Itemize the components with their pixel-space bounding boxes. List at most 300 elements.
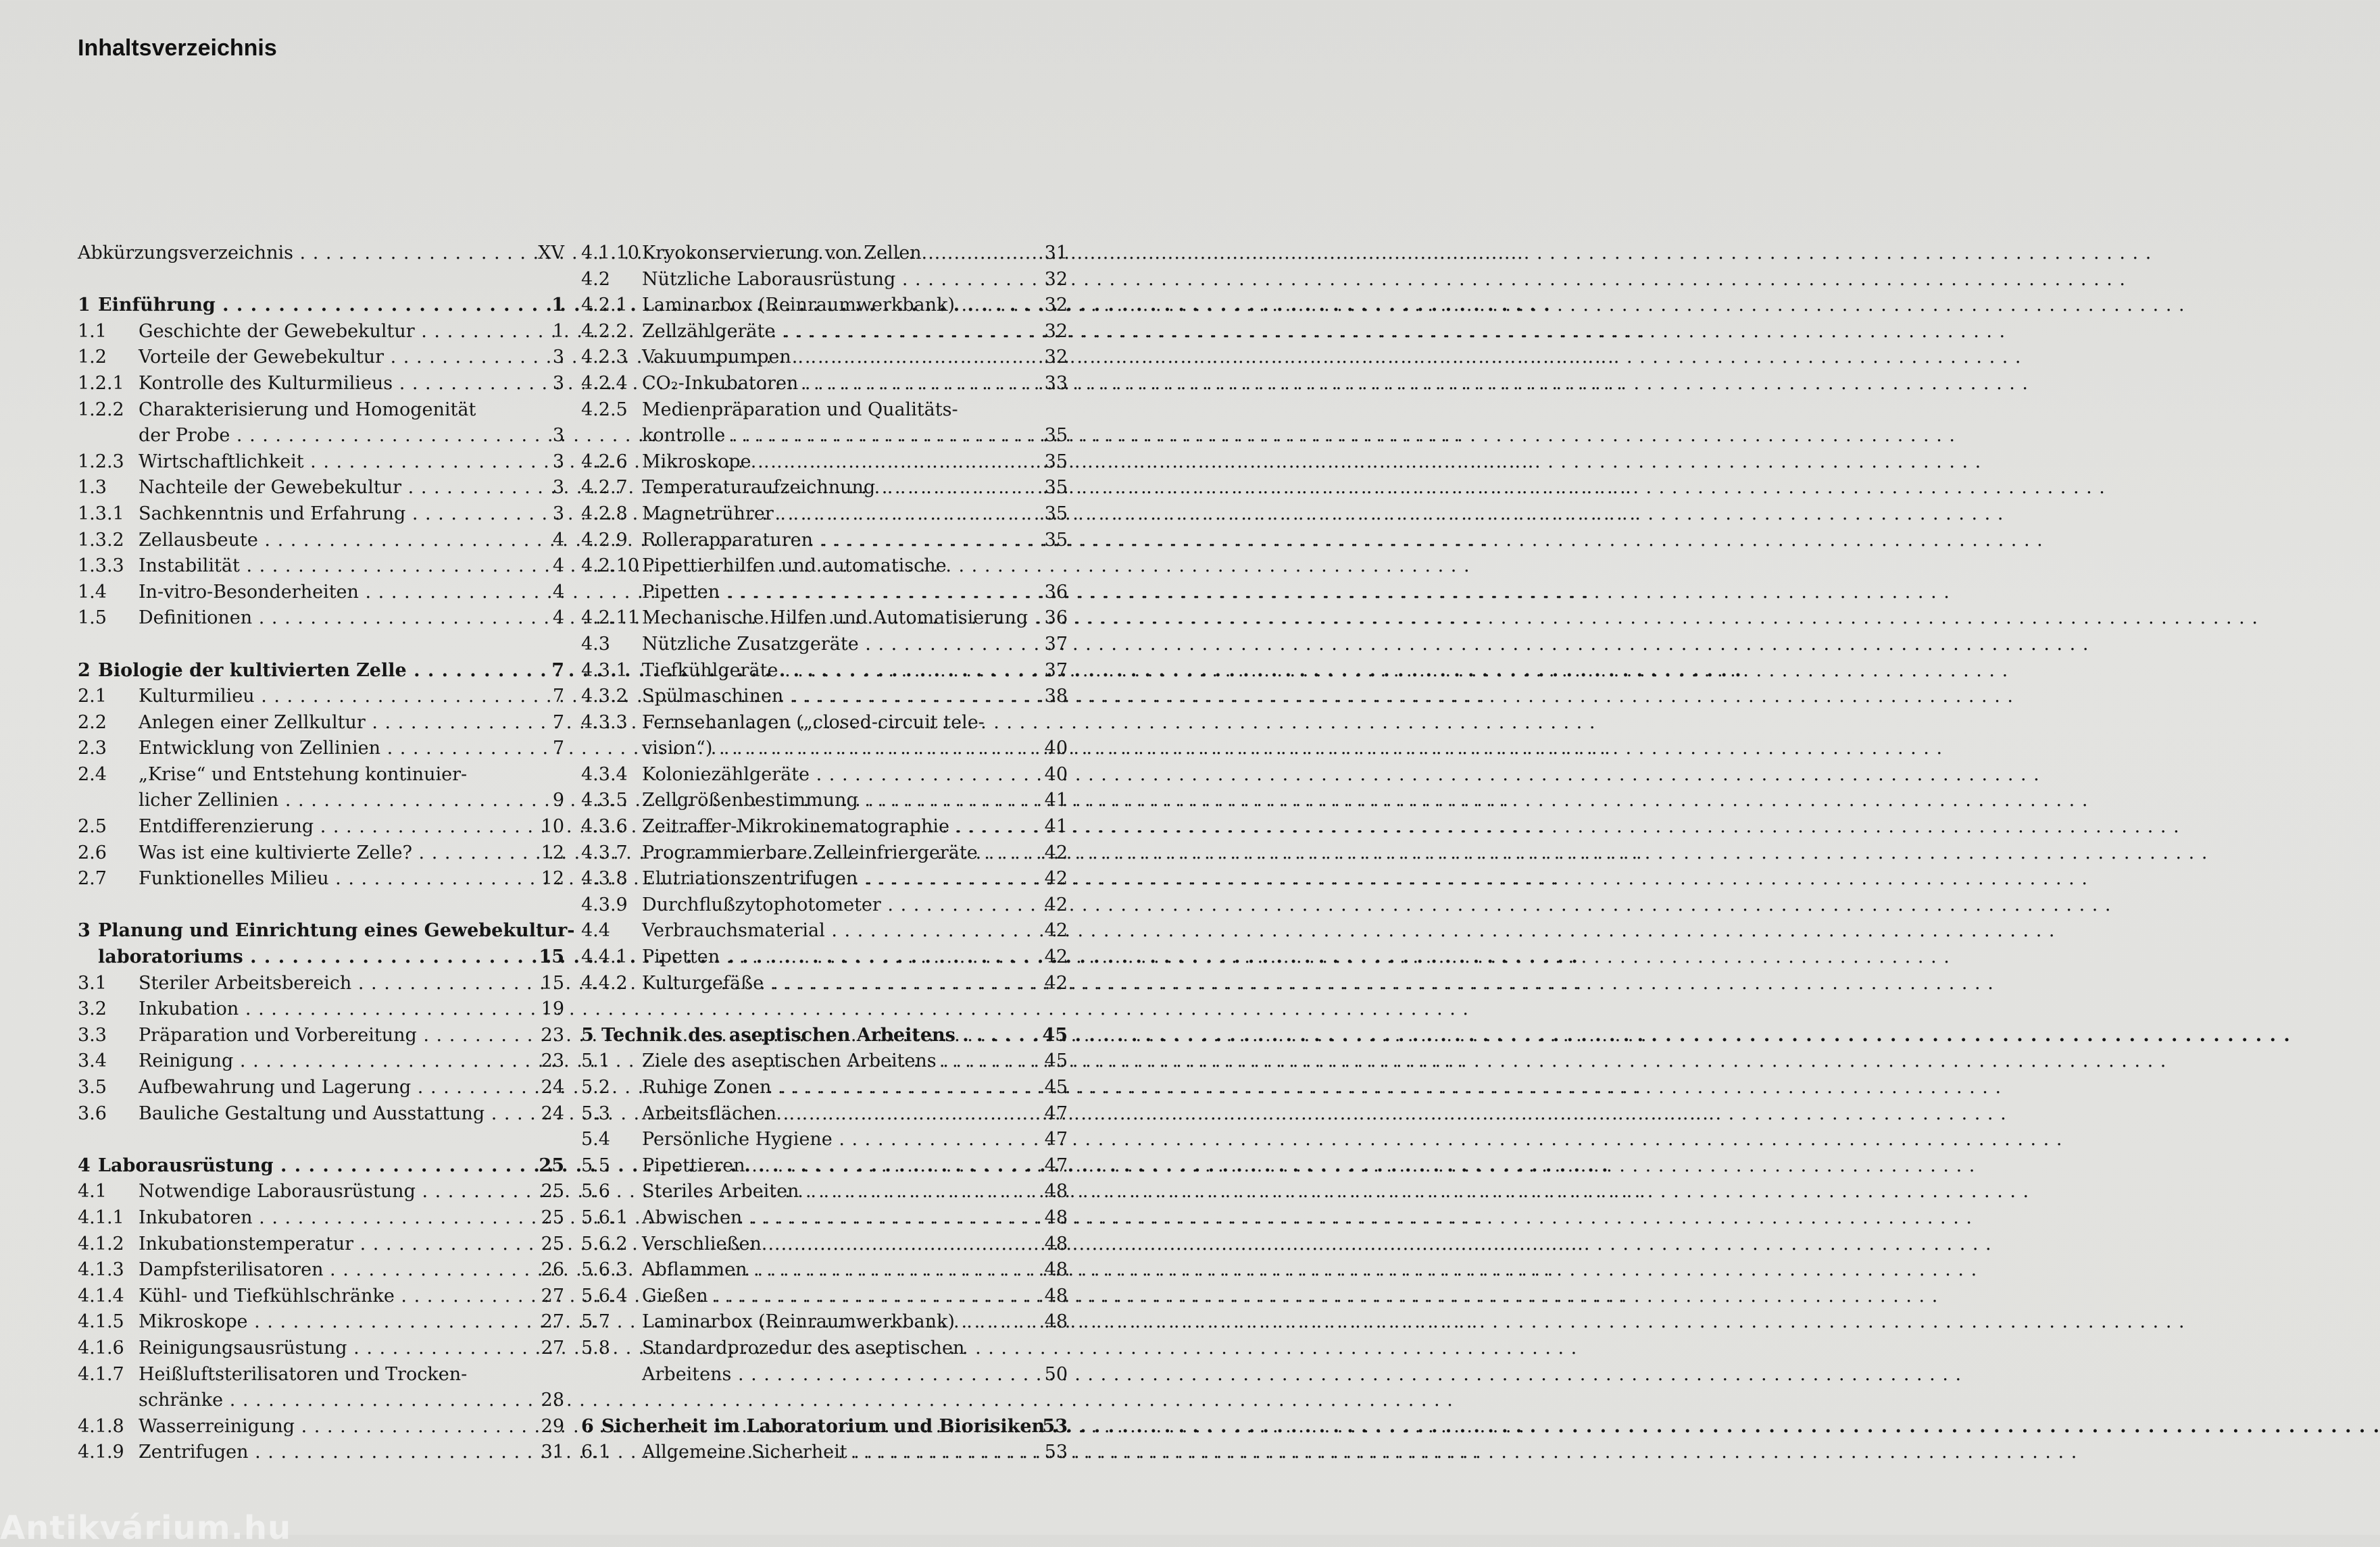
toc-entry [581, 345, 1068, 371]
toc-entry-page: 10 [541, 816, 564, 838]
toc-entry-page: 24 [541, 1077, 564, 1098]
toc-entry [78, 971, 564, 997]
toc-entry-page: 4 [552, 529, 564, 551]
toc-entry-page: 3 [552, 451, 564, 472]
toc-entry-title: Definitionen . . . [139, 605, 517, 632]
toc-entry-page: 48 [1044, 1311, 1068, 1333]
toc-entry-page: 47 [1044, 1155, 1068, 1176]
toc-entry-page: 29 [541, 1415, 564, 1437]
toc-entry-title: Biologie der kultivierten Zelle . . . [98, 658, 517, 684]
toc-entry [78, 1101, 564, 1127]
toc-entry-title: Präparation und Vorbereitung . . . [139, 1023, 517, 1049]
toc-entry [581, 553, 1068, 605]
toc-entry-number: 2.1 [78, 686, 107, 707]
toc-entry-number: 4.2.5 [581, 399, 628, 420]
toc-entry [78, 684, 564, 710]
toc-entry-number: 6.1 [581, 1442, 610, 1463]
toc-entry-page: 48 [1044, 1285, 1068, 1307]
toc-entry-page: 23 [541, 1050, 564, 1072]
toc-entry-number: 2.3 [78, 738, 107, 759]
toc-entry-page: 36 [1044, 581, 1068, 603]
toc-entry-page: 36 [1044, 607, 1068, 629]
toc-entry-page: 15 [539, 946, 564, 968]
toc-entry [581, 971, 1068, 997]
toc-entry-number: 1.5 [78, 607, 107, 629]
toc-entry-page: 40 [1044, 763, 1068, 785]
toc-entry-page: 31 [541, 1442, 564, 1463]
toc-entry-title: Entwicklung von Zellinien . . . [139, 736, 517, 762]
toc-entry-title: Kulturmilieu . . . [139, 684, 517, 710]
toc-entry [581, 1309, 1068, 1336]
toc-entry [581, 892, 1068, 919]
toc-entry-number: 4.3 [581, 633, 610, 655]
toc-entry [581, 501, 1068, 528]
toc-entry-title-continued: schränke . . . [139, 1388, 517, 1414]
toc-entry [581, 1336, 1068, 1388]
toc-entry-page: 37 [1044, 659, 1068, 681]
watermark: Antikvárium.hu [0, 1509, 292, 1547]
toc-entry-page: 37 [1044, 633, 1068, 655]
toc-entry [78, 710, 564, 736]
toc-entry [78, 1362, 564, 1414]
toc-entry-title: Koloniezählgeräte . . . [642, 762, 1020, 788]
toc-entry-title-continued: Arbeitens . . . [642, 1362, 1020, 1388]
toc-entry-page: 27 [541, 1311, 564, 1333]
toc-entry [581, 267, 1068, 293]
toc-entry-title-continued: laboratoriums . . . [98, 944, 517, 971]
toc-entry-number: 4.1.1 [78, 1207, 124, 1228]
toc-entry-number: 1.1 [78, 320, 107, 342]
toc-entry-number: 4.2.11 [581, 607, 639, 629]
toc-entry [581, 788, 1068, 814]
toc-entry-title: Verbrauchsmaterial . . . [642, 918, 1020, 944]
toc-entry-title: Pipettieren . . . [642, 1153, 1020, 1180]
toc-entry [581, 371, 1068, 397]
toc-entry-title-continued: der Probe . . . [139, 423, 517, 449]
toc-chapter-entry [78, 918, 575, 970]
toc-entry-page: 48 [1044, 1259, 1068, 1281]
toc-entry-title: Nützliche Zusatzgeräte . . . [642, 632, 1020, 658]
toc-entry [581, 814, 1068, 840]
toc-entry-title: Zeitraffer-Mikrokinematographie . . . [642, 814, 1020, 840]
toc-entry-number: 2.6 [78, 842, 107, 863]
toc-chapter-entry [581, 1414, 1068, 1440]
toc-entry-title: Allgemeine Sicherheit . . . [642, 1440, 1020, 1466]
toc-entry-title: Pipetten . . . [642, 944, 1020, 971]
toc-entry-page: 3 [552, 372, 564, 394]
toc-entry-page: 35 [1044, 529, 1068, 551]
toc-entry-number: 1.3.3 [78, 555, 124, 577]
toc-entry-number: 5.3 [581, 1102, 610, 1124]
toc-entry-title: Bauliche Gestaltung und Ausstattung . . . [139, 1101, 517, 1127]
toc-entry-page: 41 [1044, 816, 1068, 838]
toc-entry-number: 1.3.1 [78, 503, 124, 524]
toc-entry [78, 345, 564, 371]
toc-entry-title: Rollerapparaturen . . . [642, 528, 1020, 554]
toc-entry-page: 31 [1044, 243, 1068, 263]
toc-entry-number: 4.1 [78, 1181, 107, 1202]
toc-entry-number: 4.1.9 [78, 1442, 124, 1463]
toc-entry-page: 3 [552, 477, 564, 499]
toc-entry-title: Instabilität . . . [139, 553, 517, 580]
toc-entry-page: 28 [541, 1390, 564, 1411]
toc-entry [581, 1127, 1068, 1153]
toc-entry-title: Programmierbare Zelleinfriergeräte . . . [642, 840, 1020, 867]
toc-entry-page: 32 [1044, 268, 1068, 290]
toc-entry-page: 35 [1044, 503, 1068, 524]
toc-entry-number: 1.2 [78, 347, 107, 368]
toc-entry [581, 397, 1068, 449]
toc-entry-page: 1 [552, 320, 564, 342]
toc-entry-number: 5.4 [581, 1129, 610, 1150]
toc-entry-number: 3.4 [78, 1050, 107, 1072]
toc-entry-page: 48 [1044, 1207, 1068, 1228]
toc-column-left [78, 240, 575, 1466]
toc-entry-page: 3 [552, 425, 564, 447]
toc-entry-title: Reinigung . . . [139, 1048, 517, 1075]
toc-entry-title: Steriles Arbeiten . . . [642, 1179, 1020, 1205]
toc-entry-title: Was ist eine kultivierte Zelle? . . . [139, 840, 517, 867]
toc-entry-title: Vorteile der Gewebekultur . . . [139, 345, 517, 371]
toc-entry-number: 4.1.10 [581, 243, 639, 263]
toc-entry [581, 762, 1068, 788]
toc-entry-title: In-vitro-Besonderheiten . . . [139, 580, 517, 606]
toc-entry-page: 15 [541, 972, 564, 994]
toc-entry-page: 41 [1044, 790, 1068, 811]
toc-entry-number: 5.8 [581, 1337, 610, 1359]
toc-entry-page: 32 [1044, 320, 1068, 342]
toc-entry-title: Nützliche Laborausrüstung . . . [642, 267, 1020, 293]
toc-entry-number: 5.6.3 [581, 1259, 628, 1281]
toc-entry-page: 27 [541, 1337, 564, 1359]
toc-entry-number: 3.1 [78, 972, 107, 994]
toc-entry [581, 710, 1068, 762]
toc-entry-title: Zellzählgeräte . . . [642, 319, 1020, 345]
toc-entry-number: 3.5 [78, 1077, 107, 1098]
toc-entry [581, 944, 1068, 971]
toc-entry-number: 4.3.5 [581, 790, 628, 811]
toc-entry [78, 996, 564, 1023]
toc-entry-number: 4.2.4 [581, 372, 628, 394]
toc-entry-page: 50 [1044, 1363, 1068, 1385]
toc-entry-page: 25 [541, 1181, 564, 1202]
toc-entry-title: Inkubatoren . . . [139, 1205, 517, 1232]
toc-entry [78, 1336, 564, 1362]
toc-chapter-entry [78, 1153, 564, 1180]
toc-entry-number: 4.3.6 [581, 816, 628, 838]
toc-entry-page: 19 [541, 998, 564, 1020]
toc-entry-page: 23 [541, 1024, 564, 1046]
toc-entry-number: 4.2.2 [581, 320, 628, 342]
toc-entry-number: 4.1.3 [78, 1259, 124, 1281]
toc-entry-page: 48 [1044, 1181, 1068, 1202]
toc-entry-number: 5.7 [581, 1311, 610, 1333]
toc-entry-title: Kryokonservierung von Zellen . . . [642, 240, 1020, 267]
toc-entry-number: 4.4 [581, 920, 610, 942]
toc-entry-page: 45 [1044, 1050, 1068, 1072]
toc-entry-page: 7 [552, 686, 564, 707]
toc-entry [581, 528, 1068, 554]
toc-entry-page: 47 [1044, 1102, 1068, 1124]
toc-entry-title: Laminarbox (Reinraumwerkbank) . . . [642, 1309, 1020, 1336]
toc-entry-page: 47 [1044, 1129, 1068, 1150]
toc-entry-number: 4.3.2 [581, 686, 628, 707]
toc-entry-page: 4 [552, 607, 564, 629]
toc-entry-title: Kontrolle des Kulturmilieus . . . [139, 371, 517, 397]
toc-entry [581, 1440, 1068, 1466]
toc-entry [78, 1232, 564, 1258]
toc-entry [78, 840, 564, 867]
toc-entry-title: Sicherheit im Laboratorium und Biorisiken . . . [601, 1414, 1020, 1440]
toc-entry-title: Charakterisierung und Homogenität [139, 399, 476, 420]
toc-entry [78, 449, 564, 476]
toc-entry [78, 814, 564, 840]
toc-entry-title-continued: licher Zellinien . . . [139, 788, 517, 814]
toc-entry-number: 5.2 [581, 1077, 610, 1098]
toc-entry [78, 866, 564, 892]
toc-entry-number: 5 [581, 1024, 594, 1046]
toc-entry [581, 1284, 1068, 1310]
toc-entry-page: 26 [541, 1259, 564, 1281]
toc-entry [78, 397, 564, 449]
toc-entry-number: 4.2 [581, 268, 610, 290]
toc-entry-page: 25 [541, 1233, 564, 1254]
toc-entry [78, 1309, 564, 1336]
toc-entry-page: 35 [1044, 451, 1068, 472]
toc-entry-title: Wirtschaftlichkeit . . . [139, 449, 517, 476]
toc-entry-number: 1 [78, 295, 91, 316]
toc-entry-number: 5.6 [581, 1181, 610, 1202]
toc-entry-title: Aufbewahrung und Lagerung . . . [139, 1075, 517, 1101]
toc-entry-page: 48 [1044, 1233, 1068, 1254]
toc-entry [78, 1179, 564, 1205]
toc-entry-number: 4.2.1 [581, 295, 628, 316]
toc-entry-title: Fernsehanlagen („closed-circuit tele- [642, 711, 985, 733]
toc-entry [78, 501, 564, 528]
toc-entry-title: Steriler Arbeitsbereich . . . [139, 971, 517, 997]
toc-chapter-entry [78, 293, 564, 319]
toc-entry-number: 4.3.7 [581, 842, 628, 863]
toc-entry-page: 27 [541, 1285, 564, 1307]
toc-entry-page: 3 [552, 503, 564, 524]
toc-entry-page: 35 [1044, 425, 1068, 447]
toc-entry [581, 605, 1068, 632]
toc-entry-number: 3.6 [78, 1102, 107, 1124]
toc-entry [581, 1179, 1068, 1205]
toc-entry-title: Ziele des aseptischen Arbeitens . . . [642, 1048, 1020, 1075]
toc-entry-title: Kulturgefäße . . . [642, 971, 1020, 997]
toc-entry-page: 42 [1044, 868, 1068, 890]
toc-entry [581, 840, 1068, 867]
toc-entry-title: Pipettierhilfen und automatische [642, 555, 947, 577]
toc-entry-title: Wasserreinigung . . . [139, 1414, 517, 1440]
toc-entry-page: 45 [1042, 1024, 1068, 1046]
toc-entry [581, 1257, 1068, 1284]
toc-entry-page: 42 [1044, 946, 1068, 968]
toc-entry [581, 240, 1068, 267]
toc-entry-page: 33 [1044, 372, 1068, 394]
toc-entry [581, 293, 1068, 319]
toc-entry [581, 1153, 1068, 1180]
toc-entry-number: 4.3.1 [581, 659, 628, 681]
toc-entry-number: 4 [78, 1155, 91, 1176]
toc-entry-page: 4 [552, 555, 564, 577]
toc-entry-title: Zellausbeute . . . [139, 528, 517, 554]
toc-entry-number: 4.2.8 [581, 503, 628, 524]
toc-entry [78, 240, 564, 267]
toc-entry [581, 1101, 1068, 1127]
toc-column-right [581, 240, 1068, 1466]
toc-entry [78, 1414, 564, 1440]
toc-entry-number: 1.3 [78, 477, 107, 499]
toc-entry-title-continued: Pipetten . . . [642, 580, 1020, 606]
toc-entry-number: 1.2.2 [78, 399, 124, 420]
toc-entry-number: 4.1.7 [78, 1363, 124, 1385]
toc-entry-title: Persönliche Hygiene . . . [642, 1127, 1020, 1153]
toc-entry-number: 2.4 [78, 763, 107, 785]
toc-entry [581, 866, 1068, 892]
page-title: Inhaltsverzeichnis [78, 35, 277, 61]
toc-entry-page: 35 [1044, 477, 1068, 499]
toc-entry-title: Heißluftsterilisatoren und Trocken- [139, 1363, 468, 1385]
toc-entry-number: 4.4.2 [581, 972, 628, 994]
toc-entry [581, 449, 1068, 476]
toc-entry [78, 1205, 564, 1232]
toc-entry-title: Spülmaschinen . . . [642, 684, 1020, 710]
toc-entry [78, 1257, 564, 1284]
toc-entry-page: 32 [1044, 347, 1068, 368]
toc-entry-page: 7 [552, 711, 564, 733]
toc-entry-title: Abflammen . . . [642, 1257, 1020, 1284]
toc-entry-title: Abwischen . . . [642, 1205, 1020, 1232]
toc-entry-title: Mechanische Hilfen und Automatisierung . . . [642, 605, 1020, 632]
toc-entry [78, 1440, 564, 1466]
toc-entry-title: Verschließen . . . [642, 1232, 1020, 1258]
toc-entry-title: Technik des aseptischen Arbeitens . . . [601, 1023, 1020, 1049]
toc-entry-number: 4.4.1 [581, 946, 628, 968]
toc-entry [78, 1048, 564, 1075]
toc-entry-page: 42 [1044, 972, 1068, 994]
toc-entry-page: 38 [1044, 686, 1068, 707]
toc-entry [581, 1048, 1068, 1075]
toc-entry-title: Dampfsterilisatoren . . . [139, 1257, 517, 1284]
toc-entry [581, 918, 1068, 944]
toc-entry [78, 319, 564, 345]
toc-entry-number: 2.2 [78, 711, 107, 733]
toc-entry-number: 4.3.3 [581, 711, 628, 733]
toc-entry [581, 684, 1068, 710]
toc-entry-page: 9 [552, 790, 564, 811]
toc-entry-number: 1.2.3 [78, 451, 124, 472]
toc-entry [78, 1284, 564, 1310]
toc-entry-title: Arbeitsflächen . . . [642, 1101, 1020, 1127]
toc-entry-number: 1.4 [78, 581, 107, 603]
toc-entry-title: Magnetrührer . . . [642, 501, 1020, 528]
toc-entry-title: Tiefkühlgeräte . . . [642, 658, 1020, 684]
toc-entry [78, 762, 564, 814]
toc-entry-page: 1 [551, 295, 564, 316]
toc-entry-title: Standardprozedur des aseptischen [642, 1337, 965, 1359]
toc-entry-page: 53 [1044, 1442, 1068, 1463]
toc-entry [78, 553, 564, 580]
toc-entry-number: 5.5 [581, 1155, 610, 1176]
toc-entry-title: Planung und Einrichtung eines Gewebekultur- [98, 920, 575, 942]
toc-entry-title: Abkürzungsverzeichnis . . . [78, 240, 517, 267]
toc-entry-page: 42 [1044, 842, 1068, 863]
toc-entry [581, 632, 1068, 658]
toc-entry-title: Entdifferenzierung . . . [139, 814, 517, 840]
toc-entry-title: Notwendige Laborausrüstung . . . [139, 1179, 517, 1205]
toc-entry-number: 2.5 [78, 816, 107, 838]
toc-entry-title: „Krise“ und Entstehung kontinuier- [139, 763, 468, 785]
toc-entry-number: 4.2.9 [581, 529, 628, 551]
toc-entry-page: 12 [541, 842, 564, 863]
toc-entry-number: 3.3 [78, 1024, 107, 1046]
toc-entry-title-continued: kontrolle . . . [642, 423, 1020, 449]
toc-entry-title: Anlegen einer Zellkultur . . . [139, 710, 517, 736]
toc-entry-page: 25 [539, 1155, 564, 1176]
toc-entry [78, 736, 564, 762]
toc-entry-title: Geschichte der Gewebekultur . . . [139, 319, 517, 345]
toc-entry-number: 3 [78, 920, 91, 942]
toc-entry-title: Kühl- und Tiefkühlschränke . . . [139, 1284, 517, 1310]
toc-chapter-entry [78, 658, 564, 684]
toc-entry [78, 1075, 564, 1101]
toc-entry-title: Laborausrüstung . . . [98, 1153, 517, 1180]
toc-entry-number: 4.3.8 [581, 868, 628, 890]
toc-entry-title: Vakuumpumpen . . . [642, 345, 1020, 371]
toc-entry [78, 580, 564, 606]
toc-entry-page: 42 [1044, 894, 1068, 915]
toc-entry [78, 605, 564, 632]
toc-entry-page: 24 [541, 1102, 564, 1124]
toc-entry-number: 3.2 [78, 998, 107, 1020]
toc-entry-number: 4.3.4 [581, 763, 628, 785]
toc-entry [581, 1232, 1068, 1258]
toc-entry-page: 40 [1044, 738, 1068, 759]
toc-entry [581, 475, 1068, 501]
toc-entry-number: 4.2.6 [581, 451, 628, 472]
toc-entry-number: 4.2.10 [581, 555, 639, 577]
toc-entry-title: Funktionelles Milieu . . . [139, 866, 517, 892]
toc-entry-page: 32 [1044, 295, 1068, 316]
toc-entry [581, 658, 1068, 684]
toc-entry-title: Zentrifugen . . . [139, 1440, 517, 1466]
toc-entry-title: Einführung . . . [98, 293, 517, 319]
toc-entry-number: 5.1 [581, 1050, 610, 1072]
toc-entry-page: 45 [1044, 1077, 1068, 1098]
toc-entry-page: 53 [1042, 1415, 1068, 1437]
toc-entry-page: 7 [551, 659, 564, 681]
toc-entry-title: CO₂-Inkubatoren . . . [642, 371, 1020, 397]
toc-entry-title: Durchflußzytophotometer . . . [642, 892, 1020, 919]
toc-entry-number: 4.2.7 [581, 477, 628, 499]
toc-entry-number: 1.2.1 [78, 372, 124, 394]
toc-entry-number: 2.7 [78, 868, 107, 890]
toc-entry-number: 1.3.2 [78, 529, 124, 551]
toc-entry-title: Gießen . . . [642, 1284, 1020, 1310]
toc-entry-title: Inkubationstemperatur . . . [139, 1232, 517, 1258]
toc-entry-number: 2 [78, 659, 91, 681]
toc-entry-number: 5.6.2 [581, 1233, 628, 1254]
toc-entry-title: Medienpräparation und Qualitäts- [642, 399, 958, 420]
toc-entry [581, 319, 1068, 345]
toc-entry [78, 371, 564, 397]
toc-entry-title: Inkubation . . . [139, 996, 517, 1023]
toc-entry-title: Sachkenntnis und Erfahrung . . . [139, 501, 517, 528]
toc-entry [581, 1075, 1068, 1101]
toc-entry [78, 1023, 564, 1049]
